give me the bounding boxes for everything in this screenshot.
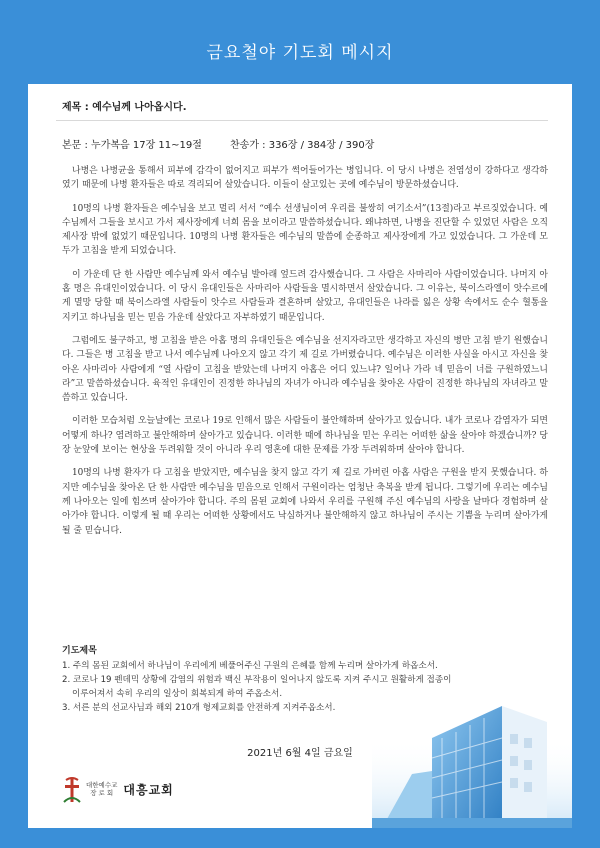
footer-band [0,828,600,848]
page-title: 금요철야 기도회 메시지 [206,43,394,63]
denomination-line1: 대한예수교 [86,781,118,789]
paragraph: 10명의 나병 환자들은 예수님을 보고 멀리 서서 “예수 선생님이여 우리를 불쌍히 여기소서”(13절)라고 부르짖었습니다. 예수님께서 그들을 보시고 가서 제사장에게 너희 몸을 보이라고 말씀하셨습니다. 왜냐하면, 나병을 진단할 수 있었던 사람은 오직 제사장 밖에 없었기 때문입니다. 10명의 나병 환자들은 예수님의 말씀에 순종하고 제사장에게 가고 있었습니다. 그 가운데 모두가 고침을 받게 되었습니다. [62,203,548,257]
paragraph: 이 가운데 단 한 사람만 예수님께 와서 예수님 발아래 엎드려 감사했습니다. 그 사람은 사마리아 사람이었습니다. 나머지 아홉 명은 유대인이었습니다. 이 당시 유대인들은 사마리아 사람들을 멸시하면서 살았습니다. 그 이유는, 북이스라엘이 앗수르에게 멸망 당할 때 북이스라엘 사람들이 앗수르 사람들과 결혼하며 살았고, 유대인들은 나라를 잃은 상황 속에서도 순수 혈통을 지키고 하나님을 믿는 믿음 가운데 살았다고 자부하였기 때문입니다. [62,269,548,323]
divider [56,120,548,121]
paragraph: 그럼에도 불구하고, 병 고침을 받은 아홉 명의 유대인들은 예수님을 선지자라고만 생각하고 자신의 병만 고침 받기 원했습니다. 그들은 병 고침을 받고 나서 예수님께 나아오지 않고 각기 제 길로 가버렸습니다. 예수님은 이러한 사실을 아시고 자신을 찾아온 사마리아 사람에게 “열 사람이 고침을 받았는데 나머지 아홉은 어디 있느냐? 일어나 가라 네 믿음이 너를 구원하였느니라”고 말씀하셨습니다. 육적인 유대인이 진정한 하나님의 자녀가 아니라 예수님을 찾아온 사람이 진정한 하나님의 자녀라고 말씀하고 있습니다. [62,335,548,404]
denomination-line2: 장 로 회 [90,789,114,797]
prayer-title: 기도제목 [62,646,97,656]
page-header [0,0,600,84]
message-date: 2021년 6월 4일 금요일 [247,748,353,759]
paragraph: 10명의 나병 환자가 다 고침을 받았지만, 예수님을 찾지 않고 각기 제 길로 가버린 아홉 사람은 구원을 받지 못했습니다. 하지만 예수님을 찾아온 단 한 사람만 예수님을 믿음으로 인해서 구원이라는 엄청난 축복을 받게 됩니다. 그렇기에 우리는 예수님께 나아오는 일에 힘쓰며 살아가야 합니다. 주의 몸된 교회에 나와서 우리를 구원해 주신 예수님의 사랑을 날마다 경험하며 살아가야 합니다. 이렇게 될 때 우리는 어떠한 상황에서도 낙심하거나 불안해하지 않고 하나님이 주시는 기쁨을 누리며 살아가게 될 줄 믿습니다. [62,468,548,536]
cross-icon [62,774,82,804]
church-logo [62,774,174,804]
scripture-reference: 본문 : 누가복음 17장 11~19절 [62,140,202,151]
prayer-item: 2. 코로나 19 펜데믹 상황에 감염의 위험과 백신 부작용이 일어나지 않도록 지켜 주시고 원활하게 접종이 [62,675,452,685]
prayer-item-continuation: 이루어져서 속히 우리의 일상이 회복되게 하여 주옵소서. [72,689,283,699]
prayer-item: 1. 주의 몸된 교회에서 하나님이 우리에게 베풀어주신 구원의 은혜를 함께 누리며 살아가게 하옵소서. [62,661,438,671]
hymn-numbers: 찬송가 : 336장 / 384장 / 390장 [230,140,375,151]
sermon-subject: 제목 : 예수님께 나아옵시다. [62,102,187,113]
paragraph: 이러한 모습처럼 오늘날에는 코로나 19로 인해서 많은 사람들이 불안해하며 살아가고 있습니다. 내가 코로나 감염자가 되면 어떻게 하나? 염려하고 불안해하며 살아가고 있습니다. 이러한 때에 하나님을 믿는 우리는 어떠한 삶을 살아야 하겠습니까? 당장 눈앞에 보이는 현상을 두려워할 것이 아니라 우리 영혼에 대한 문제를 가장 두려워하며 살아야 합니다. [62,416,548,456]
denomination-label [86,781,117,797]
church-building-illustration [372,678,572,828]
prayer-item: 3. 서른 분의 선교사님과 해외 210개 형제교회를 안전하게 지켜주옵소서. [62,703,336,713]
message-sheet [28,84,572,828]
church-name: 대흥교회 [123,782,174,797]
paragraph: 나병은 나병균을 통해서 피부에 감각이 없어지고 피부가 썩어들어가는 병입니다. 이 당시 나병은 전염성이 강하다고 생각하였기 때문에 나병 환자들은 따로 격리되어 살았습니다. 이들이 살고있는 곳에 예수님이 방문하셨습니다. [62,166,548,191]
sermon-body [62,164,548,547]
